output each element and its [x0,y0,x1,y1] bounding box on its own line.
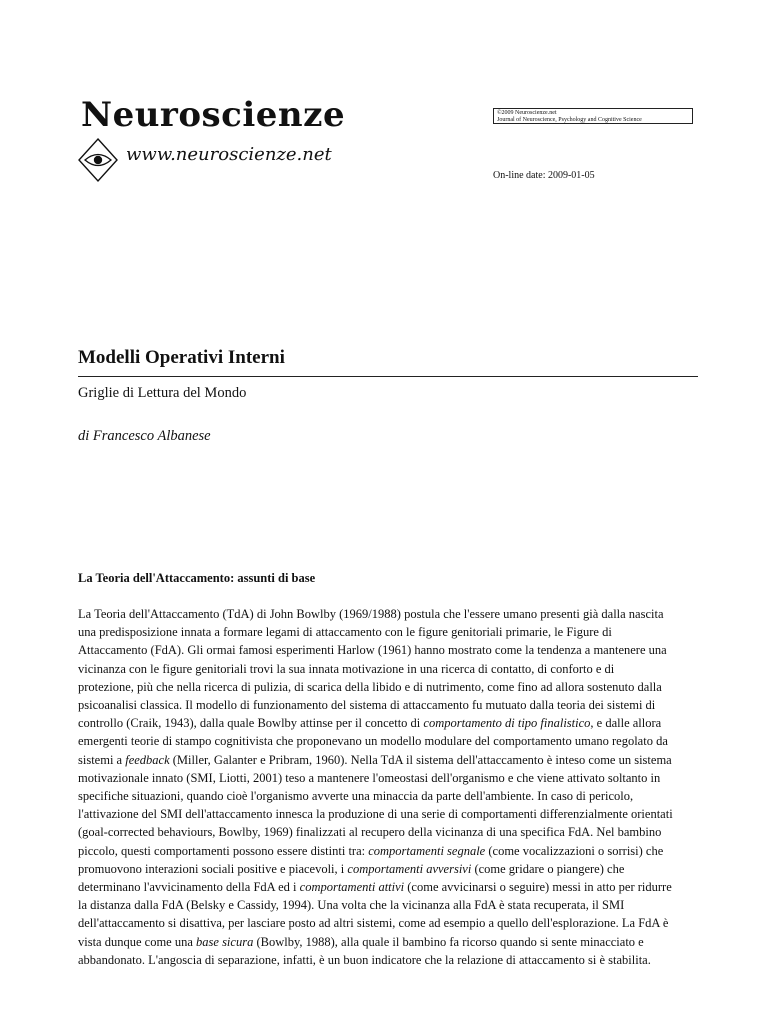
body-line [78,714,703,732]
text-segment: vista dunque come una [78,934,197,949]
body-line [78,623,703,641]
body-line [78,878,703,896]
text-segment: (Miller, Galanter e Pribram, 1960). Nella TdA il sistema dell'attaccamento è inteso come un sistema [169,752,672,767]
journal-name: Neuroscienze [81,95,346,135]
body-line [78,751,703,769]
text-segment: sistemi a [78,752,126,767]
body-line [78,805,703,823]
text-segment: (come vocalizzazioni o sorrisi) che [485,843,664,858]
text-segment: motivazionale innato (SMI, Liotti, 2001) teso a mantenere l'omeostasi dell'organismo e che viene attivato soltanto in [78,770,661,785]
text-segment: La Teoria dell'Attaccamento (TdA) di John Bowlby (1969/1988) postula che l'essere umano presenti già dalla nascita [78,607,664,621]
article-subtitle: Griglie di Lettura del Mondo [78,385,247,401]
body-line [78,678,703,696]
online-date: On-line date: 2009-01-05 [493,170,595,181]
copyright-line: ©2009 Neuroscienze.net [497,110,557,116]
text-segment: (come gridare o piangere) che [471,861,625,876]
text-segment: piccolo, questi comportamenti possono essere distinti tra: [78,843,369,858]
journal-description: Journal of Neuroscience, Psychology and Cognitive Science [497,117,642,123]
body-line [78,914,703,932]
body-line [78,660,703,678]
text-segment: controllo (Craik, 1943), dalla quale Bowlby attinse per il concetto di [78,716,424,731]
body-line [78,823,703,841]
italic-term: comportamento di tipo finalistico [423,716,591,731]
text-segment: promuovono interazioni sociali positive e piacevoli, i [78,861,348,876]
text-segment: psicoanalisi classica. Il modello di funzionamento del sistema di attaccamento fu mutuato dalla teoria dei sistemi di [78,698,656,713]
text-segment: Attaccamento (FdA). Gli ormai famosi esperimenti Harlow (1961) hanno mostrato come la tendenza a mantenere una [78,643,667,658]
italic-term: feedback [125,752,170,767]
article-author: di Francesco Albanese [78,428,211,444]
text-segment: protezione, più che nella ricerca di pulizia, di scarica della libido e di nutrimento, come fino ad allora sostenuto dalla [78,679,662,694]
italic-term: comportamenti attivi [299,880,405,895]
italic-term: base sicura [196,934,254,949]
text-segment: (goal-corrected behaviours, Bowlby, 1969) finalizzati al recupero della vicinanza di una specifica FdA. Nel bambino [78,825,662,840]
site-url[interactable]: www.neuroscienze.net [126,144,332,165]
article-title: Modelli Operativi Interni [78,345,698,377]
body-line [78,933,703,951]
text-segment: una predisposizione innata a formare legami di attaccamento con le figure genitoriali primarie, le Figure di [78,625,612,640]
italic-term: comportamenti segnale [368,843,486,858]
body-line [78,951,703,969]
body-line [78,842,703,860]
text-segment: (come avvicinarsi o seguire) messi in atto per ridurre [404,880,672,895]
body-line [78,605,703,623]
body-line [78,787,703,805]
text-segment: vicinanza con le figure genitoriali trovi la sua innata motivazione in una ricerca di contatto, di conforto e di [78,661,615,676]
text-segment: abbandonato. L'angoscia di separazione, infatti, è un buon indicatore che la relazione di attaccamento si è stabilita. [78,952,651,967]
text-segment: , e dalle allora [590,716,662,731]
body-line [78,769,703,787]
text-segment: emergenti teorie di stampo cognitivista che proponevano un modello modulare del comportamento umano regolato da [78,734,668,749]
section-heading: La Teoria dell'Attaccamento: assunti di base [78,571,316,585]
body-paragraph [78,605,703,969]
text-segment: l'attivazione del SMI dell'attaccamento innesca la produzione di una serie di comportamenti differenzialmente orientati [78,807,673,822]
body-line [78,896,703,914]
body-line [78,860,703,878]
copyright-box [493,108,693,124]
text-segment: (Bowlby, 1988), alla quale il bambino fa ricorso quando si sente minacciato e [253,934,644,949]
text-segment: la distanza dalla FdA (Belsky e Cassidy, 1994). Una volta che la vicinanza alla FdA è stata recuperata, il SMI [78,898,625,913]
body-line [78,641,703,659]
italic-term: comportamenti avversivi [347,861,472,876]
diamond-eye-icon [77,137,119,183]
body-line [78,696,703,714]
text-segment: specifiche situazioni, quando cioè l'organismo avverte una minaccia da parte dell'ambiente. In caso di pericolo, [78,789,634,804]
text-segment: dell'attaccamento si disattiva, per lasciare posto ad altri sistemi, come ad esempio a quello dell'esplorazione. La FdA è [78,916,669,931]
body-line [78,732,703,750]
text-segment: determinano l'avvicinamento della FdA ed i [78,880,300,895]
